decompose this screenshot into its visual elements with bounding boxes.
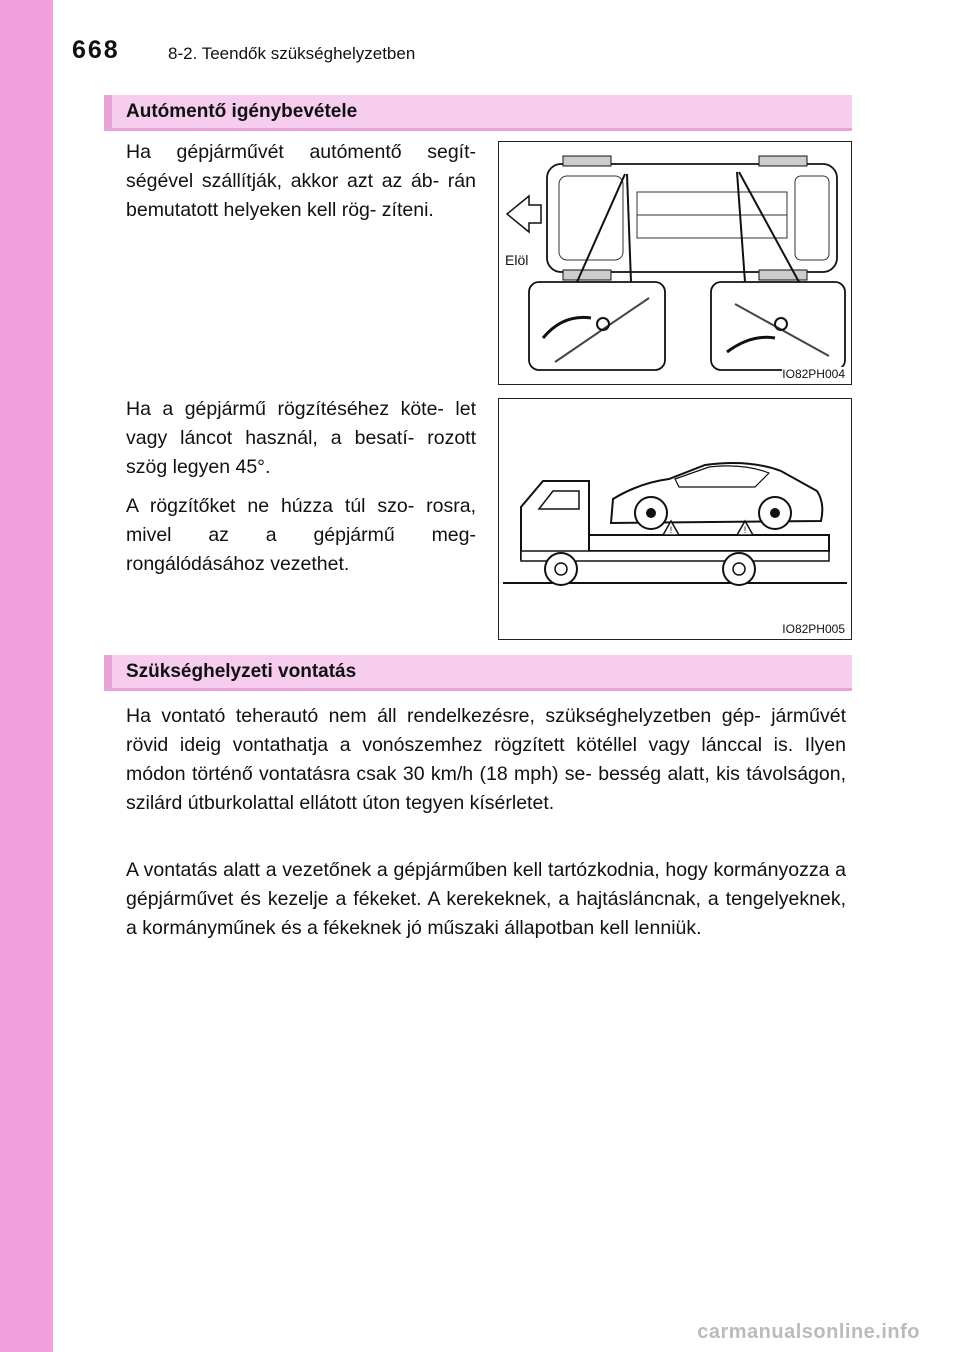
paragraph-emergency-towing: Ha vontató teherautó nem áll rendelkezésre, szükséghelyzetben gép- járművét rövid ideig vontathatja a vonószemhez rögzített kötéllel vagy lánccal is. Ilyen módon történő vontatásra csak 30 km/h (18 mph) se- besség alatt, kis távolságon, szilárd útburkolattal ellátott úton tegyen kísérletet.: [126, 705, 846, 814]
figure-code: IO82PH005: [782, 622, 845, 636]
figure-underbody-tiedown: [498, 141, 852, 385]
section-heading-emergency-towing: Szükséghelyzeti vontatás: [104, 655, 852, 691]
watermark: carmanualsonline.info: [697, 1321, 920, 1343]
page-number: 668: [72, 36, 120, 64]
front-arrow-icon: [507, 196, 541, 232]
paragraph-overtighten: A rögzítőket ne húzza túl szo- rosra, mivel az a gépjármű meg- rongálódásához vezethet.: [126, 495, 476, 575]
tow-truck-illustration: [499, 399, 851, 639]
front-label: Elöl: [505, 252, 529, 268]
figure-code: IO82PH004: [782, 367, 845, 381]
paragraph-driver-requirements: A vontatás alatt a vezetőnek a gépjárműben kell tartózkodnia, hogy kormányozza a gépjárművet és kezelje a fékeket. A kerekeknek, a hajtásláncnak, a tengelyeknek, a kormányműnek és a fékeknek jó műszaki állapotban kell lenniük.: [126, 859, 846, 939]
chapter-title: 8-2. Teendők szükséghelyzetben: [168, 44, 416, 63]
svg-text:!: !: [669, 525, 673, 535]
figure-tow-truck: [498, 398, 852, 640]
svg-text:!: !: [743, 525, 747, 535]
chapter-side-bar: [0, 0, 53, 1352]
underbody-illustration: [499, 142, 851, 384]
paragraph-towing-intro: Ha gépjárművét autómentő segít- ségével szállítják, akkor azt az áb- rán bemutatott helyeken kell rög- zíteni.: [126, 141, 476, 221]
paragraph-angle: Ha a gépjármű rögzítéséhez köte- let vagy láncot használ, a besatí- rozott szög legyen 45°.: [126, 398, 476, 478]
section-heading-towing-truck: Autómentő igénybevétele: [104, 95, 852, 131]
